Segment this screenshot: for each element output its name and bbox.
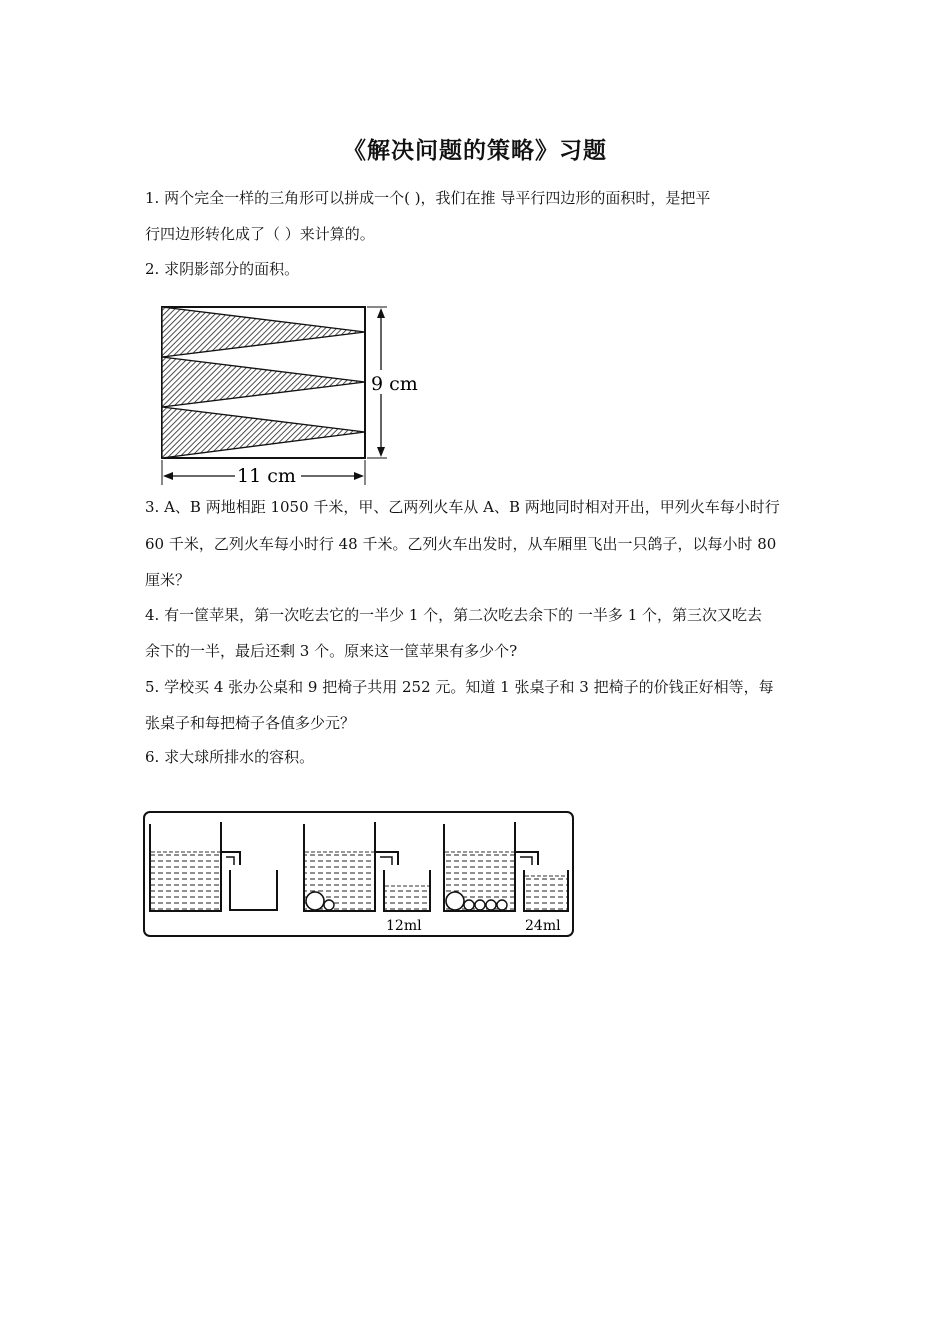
question-6-line-1: 6. 求大球所排水的容积。 bbox=[145, 748, 315, 766]
small-ball bbox=[475, 900, 485, 910]
question-4-line-1: 4. 有一筐苹果，第一次吃去它的一半少 1 个，第二次吃去余下的 一半多 1 个，第三次又吃去 bbox=[145, 606, 763, 624]
large-ball bbox=[446, 892, 464, 910]
question-3-line-2: 60 千米，乙列火车每小时行 48 千米。乙列火车出发时，从车厢里飞出一只鸽子，以每小时 80 bbox=[145, 535, 777, 553]
small-ball bbox=[324, 900, 334, 910]
question-2-line-1: 2. 求阴影部分的面积。 bbox=[145, 260, 300, 278]
beaker-3-label: 24ml bbox=[525, 918, 561, 934]
water-displacement-figure bbox=[142, 810, 576, 940]
question-1-line-2: 行四边形转化成了（ ）来计算的。 bbox=[145, 225, 375, 243]
width-label: 11 cm bbox=[237, 465, 296, 487]
question-4-line-2: 余下的一半，最后还剩 3 个。原来这一筐苹果有多少个? bbox=[145, 642, 518, 660]
small-ball bbox=[497, 900, 507, 910]
small-ball bbox=[464, 900, 474, 910]
beaker-2-label: 12ml bbox=[386, 918, 422, 934]
height-label: 9 cm bbox=[371, 373, 418, 395]
question-1-line-1: 1. 两个完全一样的三角形可以拼成一个( )，我们在推 导平行四边形的面积时，是把平 bbox=[145, 189, 711, 207]
question-3-line-1: 3. A、B 两地相距 1050 千米，甲、乙两列火车从 A、B 两地同时相对开出，甲列火车每小时行 bbox=[145, 498, 780, 516]
page-title: 《解决问题的策略》习题 bbox=[343, 138, 607, 164]
question-5-line-1: 5. 学校买 4 张办公桌和 9 把椅子共用 252 元。知道 1 张桌子和 3 把椅子的价钱正好相等，每 bbox=[145, 678, 774, 696]
question-3-line-3: 厘米？ bbox=[145, 571, 191, 589]
shaded-triangles-figure bbox=[155, 300, 430, 490]
small-ball bbox=[486, 900, 496, 910]
large-ball bbox=[306, 892, 324, 910]
question-5-line-2: 张桌子和每把椅子各值多少元？ bbox=[145, 714, 356, 732]
